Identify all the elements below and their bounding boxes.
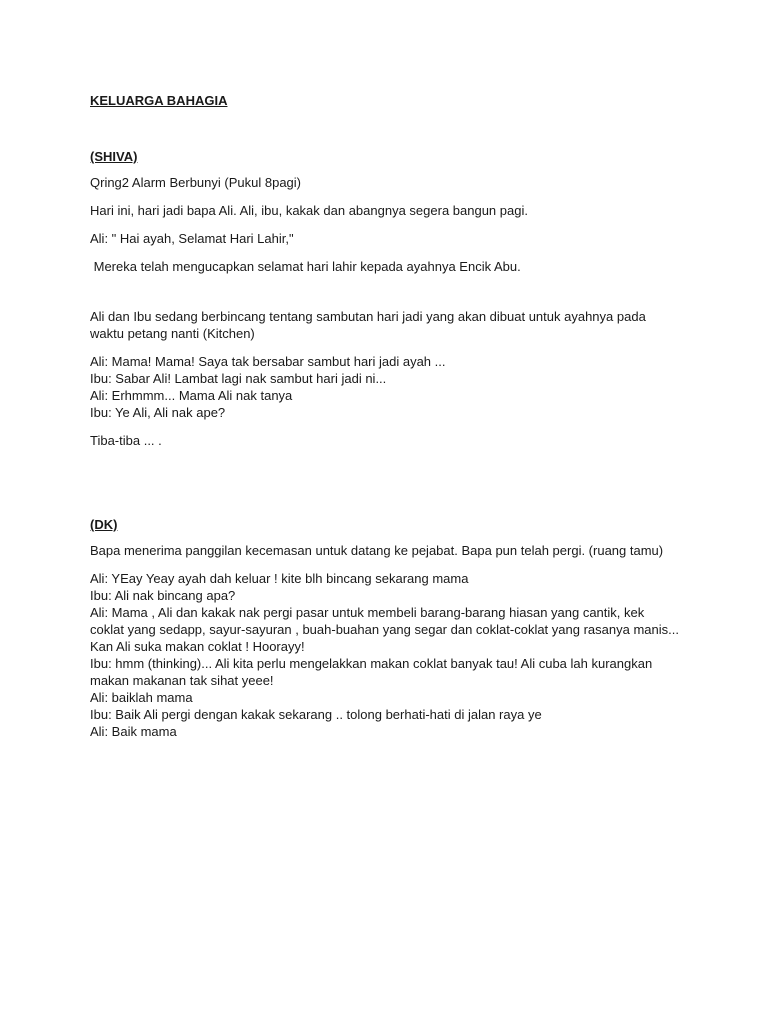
dialogue-line: Ali: Erhmmm... Mama Ali nak tanya (90, 388, 293, 403)
dialogue-block-kitchen (90, 353, 680, 421)
paragraph-birthday: Hari ini, hari jadi bapa Ali. Ali, ibu, kakak dan abangnya segera bangun pagi. (90, 203, 528, 218)
section-heading-dk: (DK) (90, 517, 118, 532)
dialogue-line: Ibu: Ali nak bincang apa? (90, 588, 236, 603)
document-body (90, 92, 683, 751)
document-title: KELUARGA BAHAGIA (90, 93, 228, 108)
scene-description-living-room: Bapa menerima panggilan kecemasan untuk datang ke pejabat. Bapa pun telah pergi. (ruang tamu) (90, 543, 664, 558)
dialogue-line: Ibu: Baik Ali pergi dengan kakak sekarang .. tolong berhati-hati di jalan raya ye (90, 707, 542, 722)
dialogue-line: Ali: Baik mama (90, 724, 177, 739)
dialogue-line: Ibu: Sabar Ali! Lambat lagi nak sambut hari jadi ni... (90, 371, 387, 386)
dialogue-line: Ali: baiklah mama (90, 690, 193, 705)
section-heading-shiva: (SHIVA) (90, 149, 138, 164)
dialogue-line: Ali: Mama! Mama! Saya tak bersabar sambut hari jadi ayah ... (90, 354, 446, 369)
dialogue-block-living-room (90, 570, 683, 740)
dialogue-line: Ali: Mama , Ali dan kakak nak pergi pasar untuk membeli barang-barang hiasan yang cantik, kek coklat yang sedapp, sayur-sayuran , buah-buahan yang segar dan coklat-coklat yang rasanya manis... Kan Ali suka makan coklat ! Hoorayy! (90, 605, 683, 654)
dialogue-line: Ibu: Ye Ali, Ali nak ape? (90, 405, 226, 420)
paragraph-suddenly: Tiba-tiba ... . (90, 433, 162, 448)
paragraph-greeting: Ali: " Hai ayah, Selamat Hari Lahir," (90, 231, 294, 246)
paragraph-wish: Mereka telah mengucapkan selamat hari lahir kepada ayahnya Encik Abu. (90, 259, 521, 274)
dialogue-line: Ali: YEay Yeay ayah dah keluar ! kite blh bincang sekarang mama (90, 571, 469, 586)
scene-description-kitchen: Ali dan Ibu sedang berbincang tentang sambutan hari jadi yang akan dibuat untuk ayahnya pada waktu petang nanti (Kitchen) (90, 309, 650, 341)
dialogue-line: Ibu: hmm (thinking)... Ali kita perlu mengelakkan makan coklat banyak tau! Ali cuba lah kurangkan makan makanan tak sihat yeee! (90, 656, 656, 688)
paragraph-alarm: Qring2 Alarm Berbunyi (Pukul 8pagi) (90, 175, 301, 190)
